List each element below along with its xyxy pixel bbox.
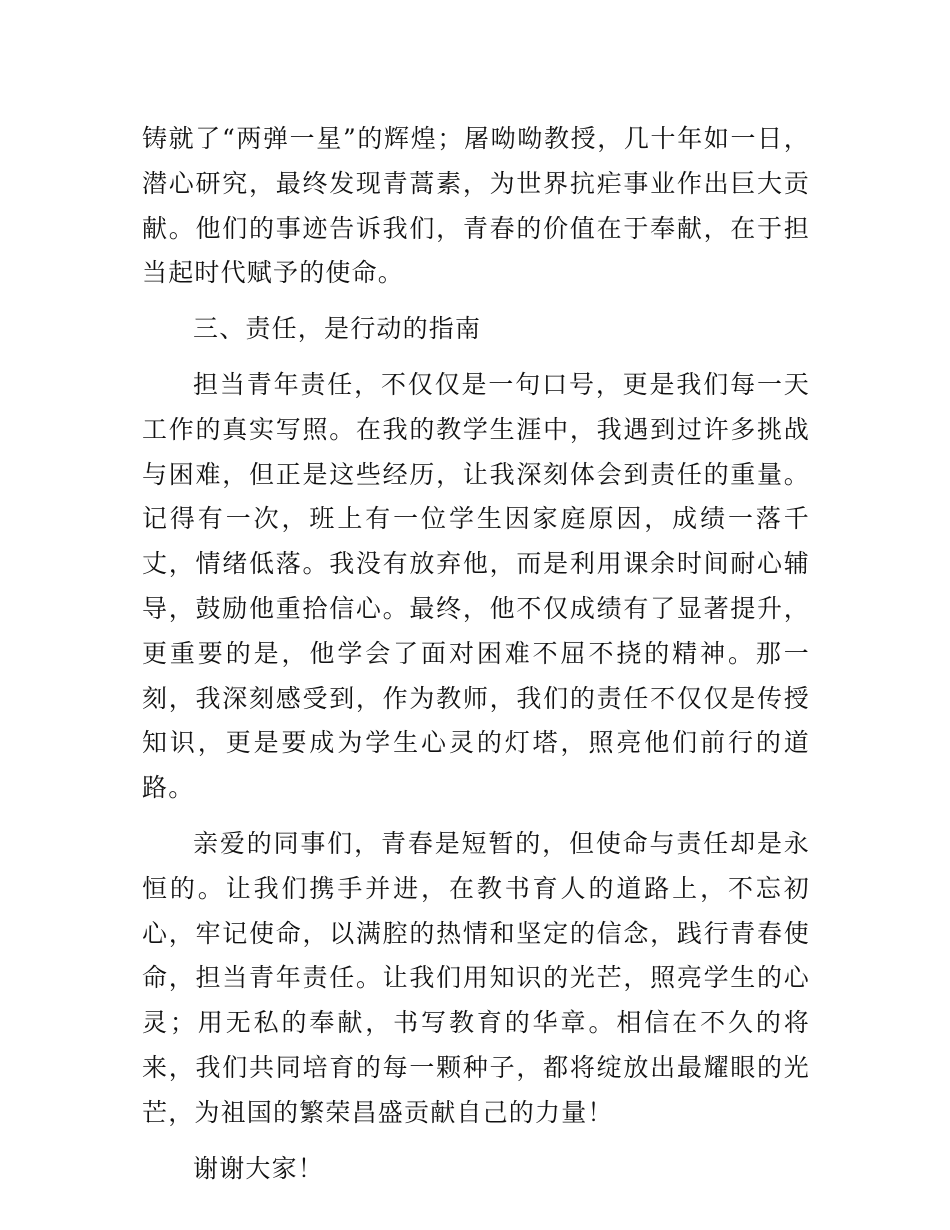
paragraph-thanks: 谢谢大家！ [193,1153,325,1183]
section-heading-responsibility: 三、责任，是行动的指南 [193,314,482,344]
paragraph-continuation: 铸就了“两弹一星”的辉煌；屠呦呦教授，几十年如一日，潜心研究，最终发现青蒿素，为世界抗疟事业作出巨大贡献。他们的事迹告诉我们，青春的价值在于奉献，在于担当起时代赋予的使命。 [142,124,810,288]
paragraph-closing: 亲爱的同事们，青春是短暂的，但使命与责任却是永恒的。让我们携手并进，在教书育人的道路上，不忘初心，牢记使命，以满腔的热情和坚定的信念，践行青春使命，担当青年责任。让我们用知识的光芒，照亮学生的心灵；用无私的奉献，书写教育的华章。相信在不久的将来，我们共同培育的每一颗种子，都将绽放出最耀眼的光芒，为祖国的繁荣昌盛贡献自己的力量！ [142,828,810,1127]
document-body [142,117,810,1191]
paragraph-responsibility: 担当青年责任，不仅仅是一句口号，更是我们每一天工作的真实写照。在我的教学生涯中，我遇到过许多挑战与困难，但正是这些经历，让我深刻体会到责任的重量。记得有一次，班上有一位学生因家庭原因，成绩一落千丈，情绪低落。我没有放弃他，而是利用课余时间耐心辅导，鼓励他重拾信心。最终，他不仅成绩有了显著提升，更重要的是，他学会了面对困难不屈不挠的精神。那一刻，我深刻感受到，作为教师，我们的责任不仅仅是传授知识，更是要成为学生心灵的灯塔，照亮他们前行的道路。 [142,369,810,803]
